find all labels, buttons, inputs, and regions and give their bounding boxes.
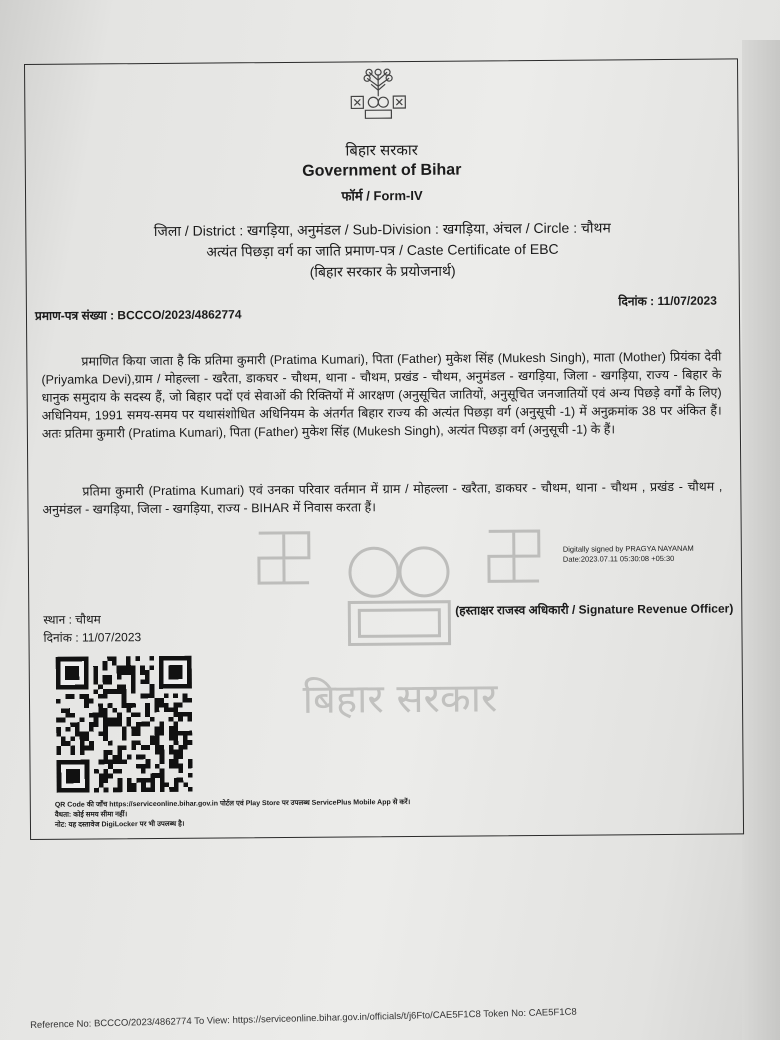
certificate-frame — [24, 58, 744, 840]
watermark-text: बिहार सरकार — [302, 675, 498, 723]
place: स्थान : चौथम — [43, 612, 101, 627]
digital-signature-signer: Digitally signed by PRAGYA NAYANAM — [562, 543, 694, 554]
certificate-body-paragraph-1: प्रमाणित किया जाता है कि प्रतिमा कुमारी (Pratima Kumari), पिता (Father) मुकेश सिंह (Mukesh Singh), माता (Mother) प्रियंका देवी (Priyamka Devi),ग्राम / मोहल्ला - खरैता, डाकघर - चौथम, थाना - चौथम, प्रखंड - चौथम, अनुमंडल - खगड़िया, जिला - खगड़िया, राज्य - बिहार के धानुक समुदाय के सदस्य हैं, जो बिहार पदों एवं सेवाओं की रिक्तियों में आरक्षण (अनुसूचित जातियों, अनुसूचित जनजातियों एवं अन्य पिछड़े वर्गों के लिए) अधिनियम, 1991 समय-समय पर यथासंशोधित अधिनियम के अंतर्गत बिहार राज्य की अत्यंत पिछड़ा वर्ग (अनुसूची -1) में अनुक्रमांक 38 पर अंकित हैं। अतः प्रतिमा कुमारी (Pratima Kumari), पिता (Father) मुकेश सिंह (Mukesh Singh), अत्यंत पिछड़ा वर्ग (अनुसूची -1) के हैं। — [41, 349, 722, 441]
certificate-title: अत्यंत पिछड़ा वर्ग का जाति प्रमाण-पत्र / Caste Certificate of EBC — [206, 240, 559, 260]
bihar-emblem-icon — [345, 66, 411, 121]
government-name-hindi: बिहार सरकार — [345, 141, 418, 160]
signed-date: दिनांक : 11/07/2023 — [43, 630, 142, 645]
qr-note-validity: वैधता: कोई समय सीमा नहीं। — [54, 811, 128, 819]
qr-instructions — [55, 798, 411, 831]
district-line: जिला / District : खगड़िया, अनुमंडल / Sub-Division : खगड़िया, अंचल / Circle : चौथम — [153, 219, 611, 239]
signatory-label: (हस्ताक्षर राजस्व अधिकारी / Signature Revenue Officer) — [455, 601, 734, 618]
issue-date: दिनांक : 11/07/2023 — [618, 293, 717, 309]
qr-code-icon — [56, 656, 193, 793]
qr-note-verify: QR Code की जाँच https://serviceonline.bihar.gov.in पोर्टल एवं Play Store पर उपलब्ध ServicePlus Mobile App से करें। — [54, 798, 411, 809]
form-number: फॉर्म / Form-IV — [341, 187, 423, 204]
certificate-body-paragraph-2: प्रतिमा कुमारी (Pratima Kumari) एवं उनका परिवार वर्तमान में ग्राम / मोहल्ला - खरैता, डाकघर - चौथम, थाना - चौथम , प्रखंड - चौथम , अनुमंडल - खगड़िया, जिला - खगड़िया, राज्य - BIHAR में निवास करता हैं। — [42, 479, 723, 517]
page-edge-shadow — [742, 40, 780, 1040]
digital-signature-date: Date:2023.07.11 05:30:08 +05:30 — [562, 553, 675, 564]
certificate-purpose: (बिहार सरकार के प्रयोजनार्थ) — [309, 262, 456, 280]
government-name-english: Government of Bihar — [302, 161, 462, 180]
digital-signature — [563, 544, 694, 565]
certificate-number: प्रमाण-पत्र संख्या : BCCCO/2023/4862774 — [34, 307, 242, 323]
qr-note-digilocker: नोट: यह दस्तावेज DigiLocker पर भी उपलब्ध है। — [54, 820, 185, 829]
reference-footer: Reference No: BCCCO/2023/4862774 To View: https://serviceonline.bihar.gov.in/officials/t/j6Fto/CAE5F1C8 Token No: CAE5F1C8 — [30, 1006, 577, 1031]
bihar-watermark-icon — [239, 511, 561, 754]
